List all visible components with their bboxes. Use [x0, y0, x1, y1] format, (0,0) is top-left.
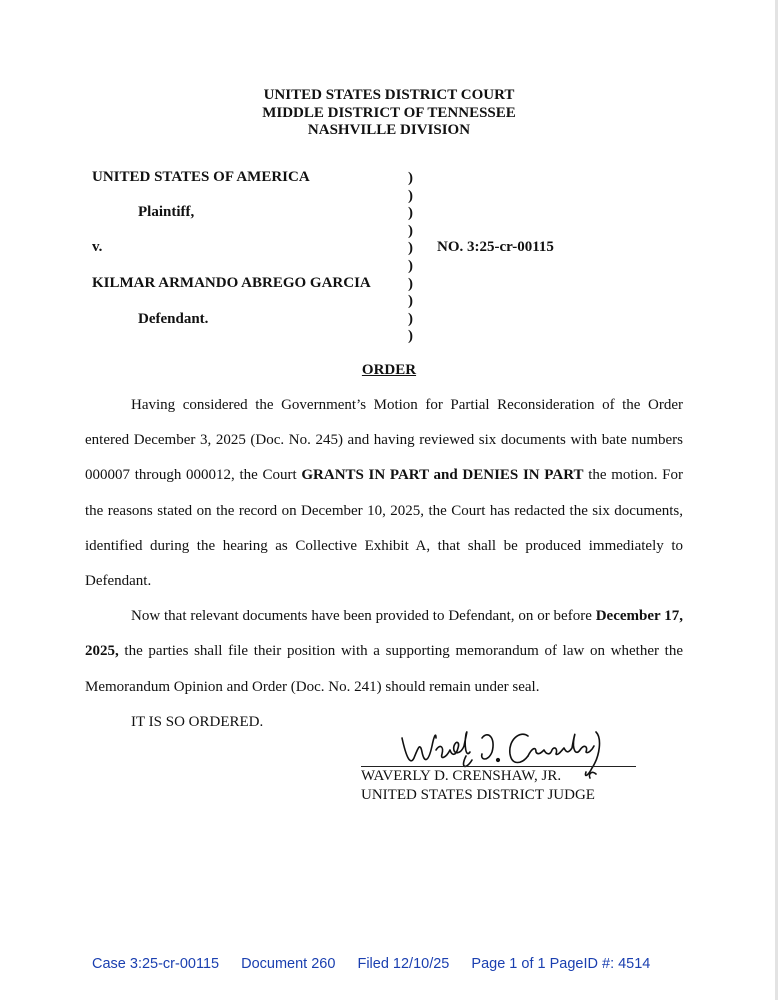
court-header: [0, 87, 778, 140]
division-name: NASHVILLE DIVISION: [307, 122, 471, 138]
plaintiff-role: Plaintiff,: [138, 204, 195, 220]
footer-page: Page 1 of 1 PageID #: 4514: [471, 956, 651, 972]
order-body: [85, 388, 683, 705]
case-number: NO. 3:25-cr-00115: [437, 239, 554, 255]
order-title: ORDER: [361, 362, 417, 378]
footer-filed: Filed 12/10/25: [357, 956, 450, 972]
footer-case: Case 3:25-cr-00115: [92, 956, 220, 972]
so-ordered: IT IS SO ORDERED.: [131, 714, 264, 730]
paragraph-2: [85, 599, 683, 705]
paragraph-2-text-2: the parties shall file their position with a supporting memorandum of law on whether the Memorandum Opinion and Order (Doc. No. 241) should remain under seal.: [85, 643, 683, 695]
paragraph-1-ruling: GRANTS IN PART and DENIES IN PART: [301, 467, 584, 484]
judge-block: [361, 767, 595, 805]
judge-title: UNITED STATES DISTRICT JUDGE: [361, 787, 595, 803]
filing-footer: [92, 956, 668, 972]
plaintiff-name: UNITED STATES OF AMERICA: [92, 169, 310, 185]
paragraph-1-text: Having considered the Government’s Motion for Partial Reconsideration of the Order entered December 3, 2025 (Doc. No. 245) and having reviewed six documents with bate numbers 000007 through 000012, the Court: [85, 397, 683, 484]
versus: v.: [92, 239, 103, 255]
paragraph-1: [85, 388, 683, 599]
paragraph-1-text-2: the motion. For the reasons stated on the record on December 10, 2025, the Court has redacted the six documents, identified during the hearing as Collective Exhibit A, that shall be produced immediately to Defendant.: [85, 467, 683, 590]
court-name: UNITED STATES DISTRICT COURT: [263, 87, 515, 103]
district-name: MIDDLE DISTRICT OF TENNESSEE: [262, 104, 516, 121]
caption-parentheses: ) ) ) ) ) ) ) ) ) ): [408, 170, 413, 345]
footer-document: Document 260: [241, 956, 336, 972]
judge-name: WAVERLY D. CRENSHAW, JR.: [361, 768, 562, 784]
paragraph-2-text: Now that relevant documents have been provided to Defendant, on or before: [131, 608, 596, 625]
defendant-name: KILMAR ARMANDO ABREGO GARCIA: [92, 275, 371, 291]
defendant-role: Defendant.: [138, 311, 209, 327]
paragraph-2-deadline: December 17, 2025,: [85, 608, 683, 660]
